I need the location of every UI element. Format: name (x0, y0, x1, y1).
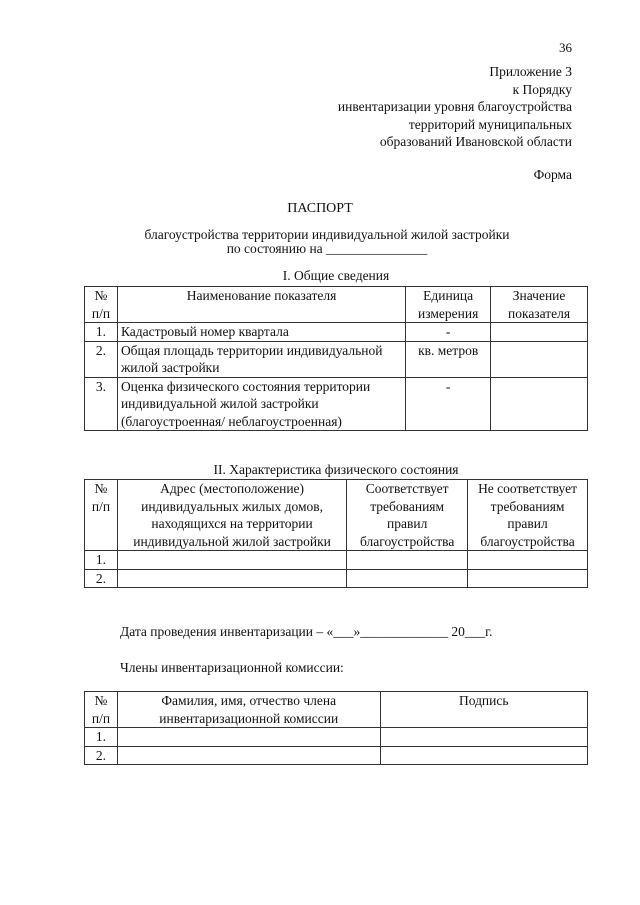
form-label: Форма (533, 167, 572, 182)
row-num: 1. (85, 323, 118, 342)
header-num: № п/п (85, 692, 118, 728)
header-fio: Фамилия, имя, отчество члена инвентаризационной комиссии (117, 692, 380, 728)
appendix-line: к Порядку (512, 81, 572, 97)
row-name: Оценка физического состояния территории индивидуальной жилой застройки (благоустроенная/ неблагоустроенная) (117, 377, 405, 431)
header-num: № п/п (85, 480, 118, 551)
row-not-meets[interactable] (468, 569, 588, 588)
header-signature: Подпись (380, 692, 588, 728)
physical-state-table (84, 479, 588, 588)
appendix-block (338, 63, 572, 151)
table-row (85, 377, 588, 431)
document-subtitle (0, 228, 640, 256)
row-num: 2. (85, 746, 118, 765)
row-num: 1. (85, 728, 118, 747)
section1-heading: I. Общие сведения (282, 268, 390, 283)
row-meets[interactable] (347, 569, 468, 588)
document-title: ПАСПОРТ (287, 201, 353, 216)
header-name: Наименование показателя (117, 287, 405, 323)
inventory-date-line: Дата проведения инвентаризации – «___»_____________ 20___г. (120, 624, 493, 639)
header-address: Адрес (местоположение) индивидуальных жилых домов, находящихся на территории индивидуальной жилой застройки (117, 480, 346, 551)
row-signature[interactable] (380, 746, 588, 765)
table-row (85, 323, 588, 342)
table-header-row (85, 692, 588, 728)
row-unit: кв. метров (406, 341, 491, 377)
subtitle-line-2: по состоянию на _______________ (226, 241, 428, 256)
row-value[interactable] (491, 377, 588, 431)
row-signature[interactable] (380, 728, 588, 747)
row-fio[interactable] (117, 728, 380, 747)
table-row (85, 569, 588, 588)
appendix-line: инвентаризации уровня благоустройства (337, 99, 572, 114)
row-fio[interactable] (117, 746, 380, 765)
page-number: 36 (559, 40, 572, 55)
section2-heading: II. Характеристика физического состояния (213, 462, 459, 477)
row-num: 1. (85, 551, 118, 570)
row-not-meets[interactable] (468, 551, 588, 570)
appendix-line: образований Ивановской области (379, 134, 572, 149)
row-address[interactable] (117, 551, 346, 570)
row-unit: - (406, 377, 491, 431)
table-header-row (85, 480, 588, 551)
header-num: № п/п (85, 287, 118, 323)
general-info-table (84, 286, 588, 431)
header-not-meets: Не соответствует требованиям правил благоустройства (468, 480, 588, 551)
row-value[interactable] (491, 323, 588, 342)
row-meets[interactable] (347, 551, 468, 570)
table-row (85, 746, 588, 765)
subtitle-line-1: благоустройства территории индивидуальной жилой застройки (144, 227, 510, 242)
table-row (85, 341, 588, 377)
header-value: Значение показателя (491, 287, 588, 323)
table-row (85, 551, 588, 570)
appendix-line: Приложение 3 (489, 64, 572, 79)
row-name: Кадастровый номер квартала (117, 323, 405, 342)
commission-members-table (84, 691, 588, 765)
row-name: Общая площадь территории индивидуальной жилой застройки (117, 341, 405, 377)
row-unit: - (406, 323, 491, 342)
row-address[interactable] (117, 569, 346, 588)
table-row (85, 728, 588, 747)
row-num: 3. (85, 377, 118, 431)
commission-members-label: Члены инвентаризационной комиссии: (120, 660, 344, 675)
header-unit: Единица измерения (406, 287, 491, 323)
row-num: 2. (85, 569, 118, 588)
row-num: 2. (85, 341, 118, 377)
header-meets: Соответствует требованиям правил благоустройства (347, 480, 468, 551)
table-header-row (85, 287, 588, 323)
row-value[interactable] (491, 341, 588, 377)
appendix-line: территорий муниципальных (408, 116, 572, 132)
